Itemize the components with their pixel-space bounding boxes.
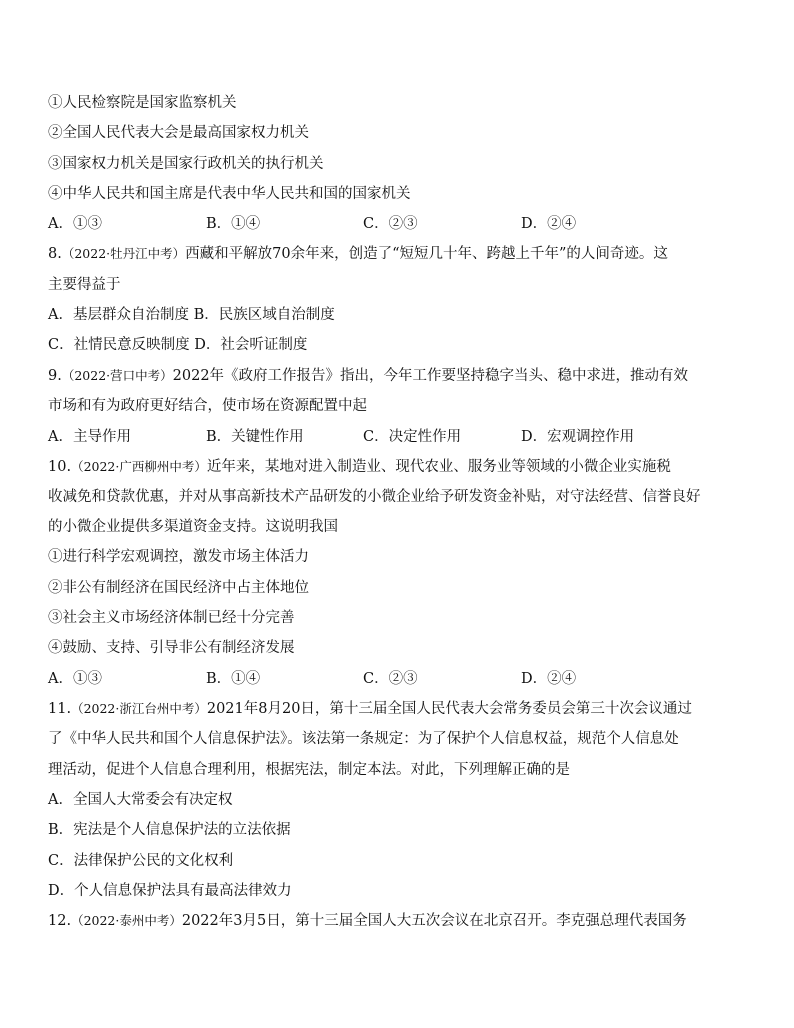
q8-stem-line-2: 主要得益于 — [48, 277, 121, 293]
q11-stem: 2021年8月20日，第十三届全国人民代表大会常务委员会第三十次会议通过 — [206, 701, 692, 717]
q9-option-c: C．决定性作用 — [363, 429, 462, 445]
q10-statement-4: ④鼓励、支持、引导非公有制经济发展 — [48, 640, 295, 656]
q10-number: 10. — [48, 459, 72, 475]
q9-source: （2022·营口中考） — [61, 368, 173, 383]
q11-stem-line-3: 理活动，促进个人信息合理利用，根据宪法，制定本法。对此，下列理解正确的是 — [48, 762, 570, 778]
q10-source: （2022·广西柳州中考） — [71, 459, 207, 474]
q12-stem: 2022年3月5日，第十三届全国人大五次会议在北京召开。李克强总理代表国务 — [181, 913, 687, 929]
q11-option-b: B．宪法是个人信息保护法的立法依据 — [48, 822, 291, 838]
q9-stem-line-2: 市场和有为政府更好结合，使市场在资源配置中起 — [48, 398, 367, 414]
q11-option-c: C．法律保护公民的文化权利 — [48, 853, 234, 869]
q10-statement-3: ③社会主义市场经济体制已经十分完善 — [48, 610, 295, 626]
q9-stem-line-1 — [48, 366, 688, 386]
q8-options-row-2: C．社情民意反映制度 D．社会听证制度 — [48, 337, 308, 353]
q11-number: 11. — [48, 701, 72, 717]
q9-option-a: A．主导作用 — [48, 429, 131, 445]
q10-stem: 近年来，某地对进入制造业、现代农业、服务业等领域的小微企业实施税 — [206, 459, 671, 475]
q7-statement-2: ②全国人民代表大会是最高国家权力机关 — [48, 125, 309, 141]
q8-stem: 西藏和平解放70余年来，创造了“短短几十年、跨越上千年”的人间奇迹。这 — [185, 246, 668, 262]
q10-option-d: D．②④ — [521, 671, 577, 687]
q10-statement-2: ②非公有制经济在国民经济中占主体地位 — [48, 580, 309, 596]
q7-statement-3: ③国家权力机关是国家行政机关的执行机关 — [48, 156, 324, 172]
q11-stem-line-1 — [48, 699, 692, 719]
q10-stem-line-3: 的小微企业提供多渠道资金支持。这说明我国 — [48, 519, 338, 535]
q9-option-b: B．关键性作用 — [206, 429, 304, 445]
q7-statement-4: ④中华人民共和国主席是代表中华人民共和国的国家机关 — [48, 186, 411, 202]
q10-option-c: C．②③ — [363, 671, 418, 687]
q8-number: 8. — [48, 246, 62, 262]
q10-option-b: B．①④ — [206, 671, 261, 687]
q9-stem: 2022年《政府工作报告》指出，今年工作要坚持稳字当头、稳中求进，推动有效 — [172, 368, 689, 384]
q7-option-d: D．②④ — [521, 216, 577, 232]
q12-source: （2022·泰州中考） — [71, 913, 182, 928]
q8-stem-line-1 — [48, 244, 668, 264]
q9-option-d: D．宏观调控作用 — [521, 429, 635, 445]
q12-number: 12. — [48, 913, 72, 929]
q9-number: 9. — [48, 368, 62, 384]
q8-options-row-1: A．基层群众自治制度 B．民族区域自治制度 — [48, 307, 335, 323]
q10-statement-1: ①进行科学宏观调控，激发市场主体活力 — [48, 549, 309, 565]
q11-stem-line-2: 了《中华人民共和国个人信息保护法》。该法第一条规定：为了保护个人信息权益，规范个人信息处 — [48, 731, 679, 747]
q7-statement-1: ①人民检察院是国家监察机关 — [48, 95, 237, 111]
q7-option-b: B．①④ — [206, 216, 261, 232]
q10-option-a: A．①③ — [48, 671, 102, 687]
q11-source: （2022·浙江台州中考） — [71, 701, 207, 716]
q10-stem-line-2: 收减免和贷款优惠，并对从事高新技术产品研发的小微企业给予研发资金补贴，对守法经营、信誉良好 — [48, 489, 701, 505]
q10-stem-line-1 — [48, 457, 671, 477]
q11-option-a: A．全国人大常委会有决定权 — [48, 792, 233, 808]
q7-option-a: A．①③ — [48, 216, 102, 232]
q11-option-d: D．个人信息保护法具有最高法律效力 — [48, 883, 292, 899]
q7-option-c: C．②③ — [363, 216, 418, 232]
q8-source: （2022·牡丹江中考） — [61, 246, 186, 261]
q12-stem-line-1 — [48, 911, 687, 931]
